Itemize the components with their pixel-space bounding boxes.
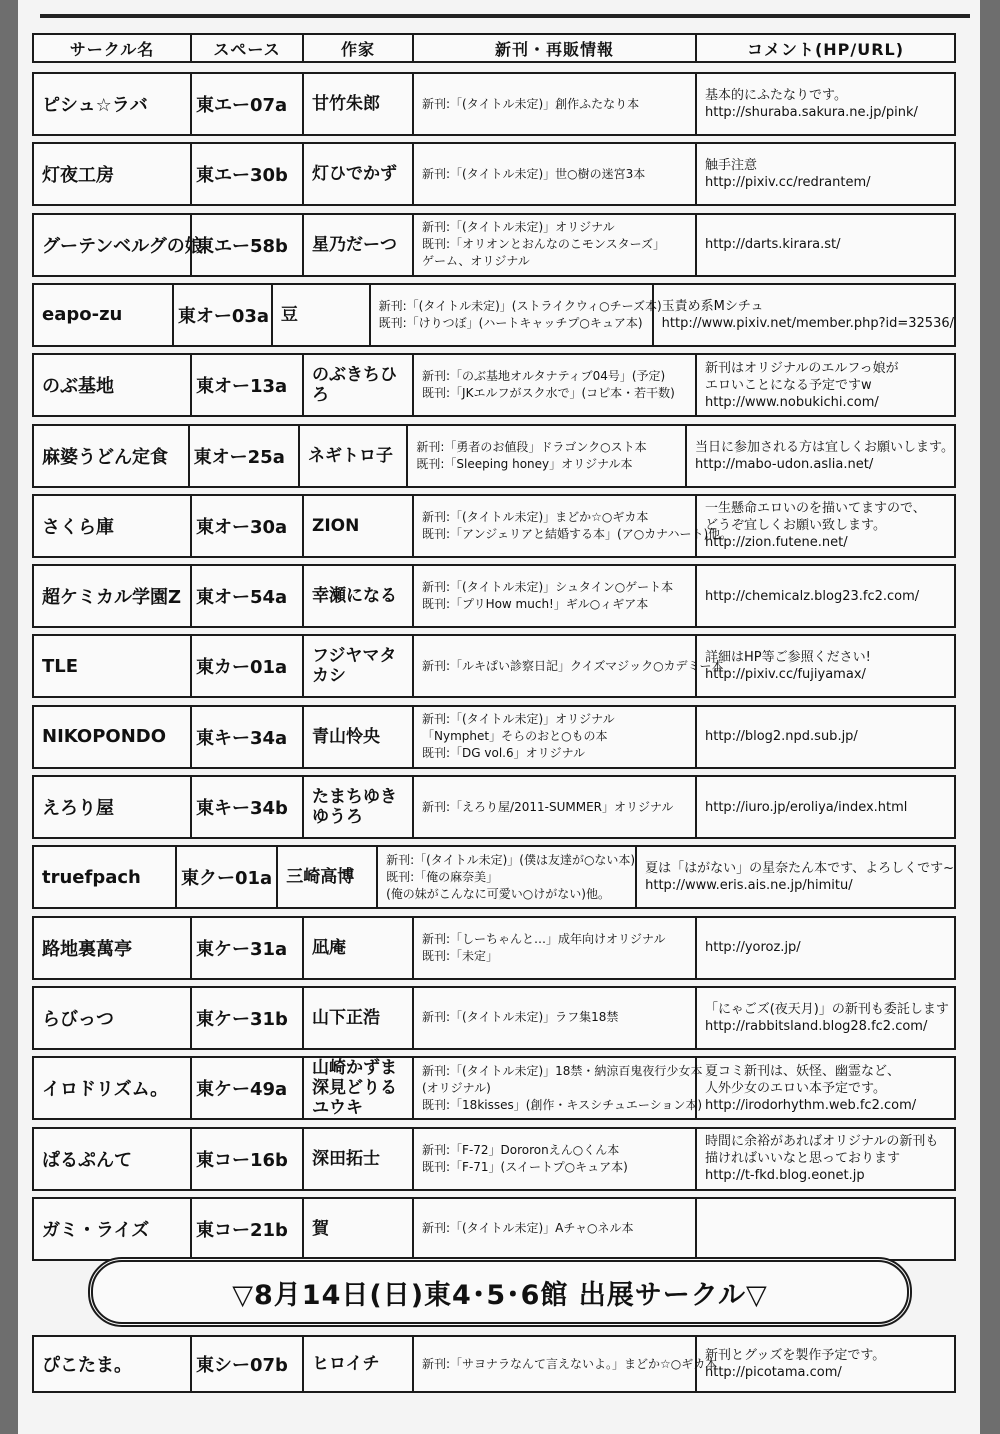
circle-name: のぶ基地 xyxy=(34,355,192,415)
author-name: 賀 xyxy=(312,1218,329,1239)
info-cell xyxy=(414,988,697,1048)
author-name: 山下正浩 xyxy=(312,1007,380,1028)
table-row xyxy=(32,634,956,698)
url-link[interactable]: http://mabo-udon.aslia.net/ xyxy=(695,456,874,472)
info-line: 既刊:「JKエルフがスク水で」(コピ本・若干数) xyxy=(422,386,675,401)
space-number: 東ケー31a xyxy=(192,918,304,978)
author-name: フジヤマタカシ xyxy=(312,646,397,687)
author-cell xyxy=(304,1337,414,1391)
table-header xyxy=(32,33,956,63)
author-name: のぶきちひろ xyxy=(312,365,397,406)
info-line: 新刊:「(タイトル未定)」オリジナル xyxy=(422,220,615,235)
comment-cell xyxy=(697,355,954,415)
author-cell xyxy=(304,144,414,204)
info-line: 新刊:「(タイトル未定)」創作ふたなり本 xyxy=(422,96,640,111)
author-cell xyxy=(304,215,414,275)
url-link[interactable]: http://darts.kirara.st/ xyxy=(705,237,841,253)
space-number: 東クー01a xyxy=(177,847,278,907)
info-line: 新刊:「(タイトル未定)」(ストライクウィ○チーズ本) xyxy=(378,298,662,313)
space-number: 東コー16b xyxy=(192,1129,304,1189)
header-comment: コメント(HP/URL) xyxy=(746,39,905,59)
author-name: 灯ひでかず xyxy=(312,164,397,185)
space-number: 東オー13a xyxy=(192,355,304,415)
comment-line: 人外少女のエロい本予定です。 xyxy=(705,1080,886,1096)
info-cell xyxy=(414,74,697,134)
table-row xyxy=(32,705,956,769)
author-name: ゆうろ xyxy=(312,807,363,827)
header-author: 作家 xyxy=(304,35,414,61)
space-number: 東オー03a xyxy=(174,285,273,345)
author-cell xyxy=(304,918,414,978)
info-cell xyxy=(414,707,697,767)
info-line: 新刊:「勇者のお値段」ドラゴンク○スト本 xyxy=(416,439,647,454)
circle-name: NIKOPONDO xyxy=(34,707,192,767)
table-row xyxy=(32,353,956,417)
table-row xyxy=(32,213,956,277)
space-number: 東エー07a xyxy=(192,74,304,134)
info-line: 新刊:「(タイトル未定)」ラフ集18禁 xyxy=(422,1010,619,1025)
info-cell xyxy=(371,285,662,345)
comment-cell xyxy=(697,144,954,204)
info-cell xyxy=(414,918,697,978)
table-row xyxy=(32,1127,956,1191)
comment-cell xyxy=(697,1058,954,1118)
url-link[interactable]: http://pixiv.cc/redrantem/ xyxy=(705,175,871,191)
url-link[interactable]: http://t-fkd.blog.eonet.jp xyxy=(705,1168,865,1183)
space-number: 東エー30b xyxy=(192,144,304,204)
table-row xyxy=(32,986,956,1050)
space-number: 東シー07b xyxy=(192,1337,304,1391)
info-line: 新刊:「(タイトル未定)」(僕は友達が○ない本) xyxy=(386,852,636,867)
table-row xyxy=(32,142,956,206)
info-line: 既刊:「未定」 xyxy=(422,948,499,963)
comment-cell xyxy=(637,847,954,907)
info-line: 既刊:「Sleeping honey」オリジナル本 xyxy=(416,456,633,471)
comment-line: 玉責め系Mシチュ xyxy=(661,298,764,314)
url-link[interactable]: http://pixiv.cc/fujiyamax/ xyxy=(705,667,866,683)
info-cell xyxy=(414,636,724,696)
space-number: 東キー34a xyxy=(192,707,304,767)
url-link[interactable]: http://rabbitsland.blog28.fc2.com/ xyxy=(705,1018,928,1034)
table-row xyxy=(32,1197,956,1261)
circle-name: 路地裏萬亭 xyxy=(34,918,192,978)
info-cell xyxy=(414,1129,697,1189)
comment-cell xyxy=(697,1129,954,1189)
author-name: ユウキ xyxy=(312,1098,363,1119)
info-line: 新刊:「のぶ基地オルタナティブ04号」(予定) xyxy=(422,369,666,384)
space-number: 東オー54a xyxy=(192,566,304,626)
info-cell xyxy=(408,426,687,486)
circle-name: truefpach xyxy=(34,847,177,907)
author-name: 山崎かずま xyxy=(312,1058,397,1079)
url-link[interactable]: http://www.pixiv.net/member.php?id=32536/ xyxy=(661,315,954,331)
comment-line: 基本的にふたなりです。 xyxy=(705,88,847,103)
author-cell xyxy=(304,74,414,134)
info-cell xyxy=(414,144,697,204)
author-cell xyxy=(273,285,371,345)
space-number: 東キー34b xyxy=(192,777,304,837)
comment-cell xyxy=(697,74,954,134)
info-line: 新刊:「(タイトル未定)」世○樹の迷宮3本 xyxy=(422,166,646,181)
info-line: 新刊:「しーちゃんと…」成年向けオリジナル xyxy=(422,931,666,946)
author-cell xyxy=(278,847,378,907)
author-cell xyxy=(304,1199,414,1259)
url-link[interactable]: http://blog2.npd.sub.jp/ xyxy=(705,729,858,745)
url-link[interactable]: http://picotama.com/ xyxy=(705,1365,842,1380)
info-line: (俺の妹がこんなに可愛い○けがない)他。 xyxy=(386,886,610,901)
author-name: ネギトロ子 xyxy=(307,445,393,466)
info-line: (オリジナル) xyxy=(422,1080,491,1095)
comment-cell xyxy=(697,1337,954,1391)
comment-line: 詳細はHP等ご参照ください! xyxy=(705,650,871,666)
author-name: ZION xyxy=(312,515,360,536)
info-line: 新刊:「(タイトル未定)」18禁・納涼百鬼夜行少女本 xyxy=(422,1063,703,1078)
table-row xyxy=(32,775,956,839)
circle-name: 麻婆うどん定食 xyxy=(34,426,190,486)
space-number: 東ケー49a xyxy=(192,1058,304,1118)
comment-cell xyxy=(687,426,954,486)
info-line: 既刊:「けりつぼ」(ハートキャッチプ○キュア本) xyxy=(378,315,643,330)
circle-name: ピシュ☆ラバ xyxy=(34,74,192,134)
author-name: 深見どりる xyxy=(312,1078,397,1099)
table-row xyxy=(32,424,956,488)
info-line: 既刊:「オリオンとおんなのこモンスターズ」 xyxy=(422,237,665,252)
author-cell xyxy=(304,707,414,767)
comment-line: 時間に余裕があればオリジナルの新刊も xyxy=(705,1134,939,1149)
info-cell xyxy=(414,496,733,556)
info-cell xyxy=(414,355,697,415)
circle-name: 灯夜工房 xyxy=(34,144,192,204)
table-row xyxy=(32,1335,956,1393)
space-number: 東エー58b xyxy=(192,215,304,275)
info-cell xyxy=(414,566,697,626)
author-name: 甘竹朱郎 xyxy=(312,94,380,114)
circle-name: らびっつ xyxy=(34,988,192,1048)
info-cell xyxy=(414,1058,703,1118)
author-name: 星乃だーつ xyxy=(312,234,397,255)
info-cell xyxy=(414,1199,697,1259)
comment-cell xyxy=(697,636,954,696)
info-line: 新刊:「えろり屋/2011-SUMMER」オリジナル xyxy=(422,799,674,814)
space-number: 東コー21b xyxy=(192,1199,304,1259)
circle-name: イロドリズム。 xyxy=(34,1058,192,1118)
author-name: 幸瀬になる xyxy=(312,586,397,607)
info-line: ゲーム、オリジナル xyxy=(422,254,530,269)
comment-cell xyxy=(697,215,954,275)
url-link[interactable]: http://shuraba.sakura.ne.jp/pink/ xyxy=(705,105,918,120)
info-line: 既刊:「18kisses」(創作・キスシチュエーション本) xyxy=(422,1097,703,1112)
author-name: 豆 xyxy=(280,304,298,325)
circle-name: えろり屋 xyxy=(34,777,192,837)
author-name: 深田拓士 xyxy=(312,1148,380,1169)
comment-cell xyxy=(697,707,954,767)
author-cell xyxy=(300,426,408,486)
circle-name: TLE xyxy=(34,636,192,696)
comment-cell xyxy=(697,1199,954,1259)
author-cell xyxy=(304,777,414,837)
author-name: 凪庵 xyxy=(312,937,346,958)
info-cell xyxy=(414,1337,718,1391)
circle-name: ぱるぷんて xyxy=(34,1129,192,1189)
banner-text: ▽8月14日(日)東4･5･6館 出展サークル▽ xyxy=(232,1279,768,1311)
space-number: 東ケー31b xyxy=(192,988,304,1048)
table-row xyxy=(32,283,956,347)
author-name: ヒロイチ xyxy=(312,1354,380,1374)
author-name: 青山怜央 xyxy=(312,726,380,747)
top-rule xyxy=(40,14,970,18)
info-cell xyxy=(378,847,637,907)
comment-line: どうぞ宜しくお願い致します。 xyxy=(705,518,886,534)
section-banner xyxy=(88,1257,912,1327)
comment-line: 当日に参加される方は宜しくお願いします。 xyxy=(695,439,954,455)
info-line: 既刊:「俺の麻奈美」 xyxy=(386,869,499,884)
author-cell xyxy=(304,566,414,626)
info-line: 「Nymphet」そらのおと○もの本 xyxy=(422,729,608,744)
comment-cell xyxy=(697,918,954,978)
comment-cell xyxy=(697,496,954,556)
info-line: 新刊:「(タイトル未定)」オリジナル xyxy=(422,712,615,727)
space-number: 東オー25a xyxy=(190,426,300,486)
circle-name: さくら庫 xyxy=(34,496,192,556)
author-name: たまちゆき xyxy=(312,787,397,807)
info-line: 既刊:「プリHow much!」ギル○ィギア本 xyxy=(422,597,649,612)
info-line: 新刊:「サヨナラなんて言えないよ。」まどか☆○ギカ本 xyxy=(422,1356,718,1371)
author-cell xyxy=(304,1058,414,1118)
comment-line: 夏は「はがない」の星奈たん本です、よろしくです~ xyxy=(645,861,954,877)
url-link[interactable]: http://irodorhythm.web.fc2.com/ xyxy=(705,1097,917,1113)
table-row xyxy=(32,1056,956,1120)
table-row xyxy=(32,564,956,628)
table-row xyxy=(32,845,956,909)
author-cell xyxy=(304,496,414,556)
header-info: 新刊・再販情報 xyxy=(414,35,697,61)
author-cell xyxy=(304,355,414,415)
space-number: 東カー01a xyxy=(192,636,304,696)
comment-line: 新刊はオリジナルのエルフっ娘が xyxy=(705,360,899,376)
header-space: スペース xyxy=(192,35,304,61)
circle-name: ぴこたま。 xyxy=(34,1337,192,1391)
table-row xyxy=(32,494,956,558)
circle-name: 超ケミカル学園Z xyxy=(34,566,192,626)
info-line: 新刊:「(タイトル未定)」シュタイン○ゲート本 xyxy=(422,580,674,595)
info-line: 既刊:「F-71」(スイートプ○キュア本) xyxy=(422,1159,628,1174)
comment-line: 触手注意 xyxy=(705,158,758,174)
info-line: 新刊:「(タイトル未定)」Aチャ○ネル本 xyxy=(422,1221,634,1236)
comment-cell xyxy=(697,777,954,837)
space-number: 東オー30a xyxy=(192,496,304,556)
url-link[interactable]: http://www.eris.ais.ne.jp/himitu/ xyxy=(645,878,853,894)
url-link[interactable]: http://www.nobukichi.com/ xyxy=(705,394,879,410)
header-circle: サークル名 xyxy=(34,35,192,61)
url-link[interactable]: http://chemicalz.blog23.fc2.com/ xyxy=(705,588,920,604)
info-line: 新刊:「(タイトル未定)」まどか☆○ギカ本 xyxy=(422,509,649,524)
comment-cell xyxy=(697,566,954,626)
circle-name: グーテンベルグの娘 xyxy=(34,215,192,275)
comment-line: 「にゃごズ(夜天月)」の新刊も委託します xyxy=(705,1001,949,1017)
comment-cell xyxy=(654,285,954,345)
comment-cell xyxy=(697,988,954,1048)
info-cell xyxy=(414,215,697,275)
table-row xyxy=(32,916,956,980)
circle-name: ガミ・ライズ xyxy=(34,1199,192,1259)
info-line: 新刊:「ルキぱい診察日記」クイズマジック○カデミー本 xyxy=(422,658,724,673)
circle-name: eapo-zu xyxy=(34,285,174,345)
url-link[interactable]: http://yoroz.jp/ xyxy=(705,940,801,956)
comment-line: 夏コミ新刊は、妖怪、幽霊など、 xyxy=(705,1063,901,1079)
table-row xyxy=(32,72,956,136)
comment-line: 一生懸命エロいのを描いてますので、 xyxy=(705,501,926,517)
author-cell xyxy=(304,988,414,1048)
author-cell xyxy=(304,636,414,696)
comment-line: 新刊とグッズを製作予定です。 xyxy=(705,1348,886,1363)
info-cell xyxy=(414,777,697,837)
url-link[interactable]: http://iuro.jp/eroliya/index.html xyxy=(705,799,908,815)
info-line: 既刊:「DG vol.6」オリジナル xyxy=(422,746,586,761)
info-line: 新刊:「F-72」Dororonえん○くん本 xyxy=(422,1142,620,1157)
info-line: 既刊:「アンジェリアと結婚する本」(ア○カナハート)他。 xyxy=(422,526,733,541)
url-link[interactable]: http://zion.futene.net/ xyxy=(705,535,848,551)
author-cell xyxy=(304,1129,414,1189)
comment-line: エロいことになる予定ですw xyxy=(705,377,872,393)
author-name: 三崎高博 xyxy=(286,867,355,888)
comment-line: 描ければいいなと思っております xyxy=(705,1151,901,1166)
